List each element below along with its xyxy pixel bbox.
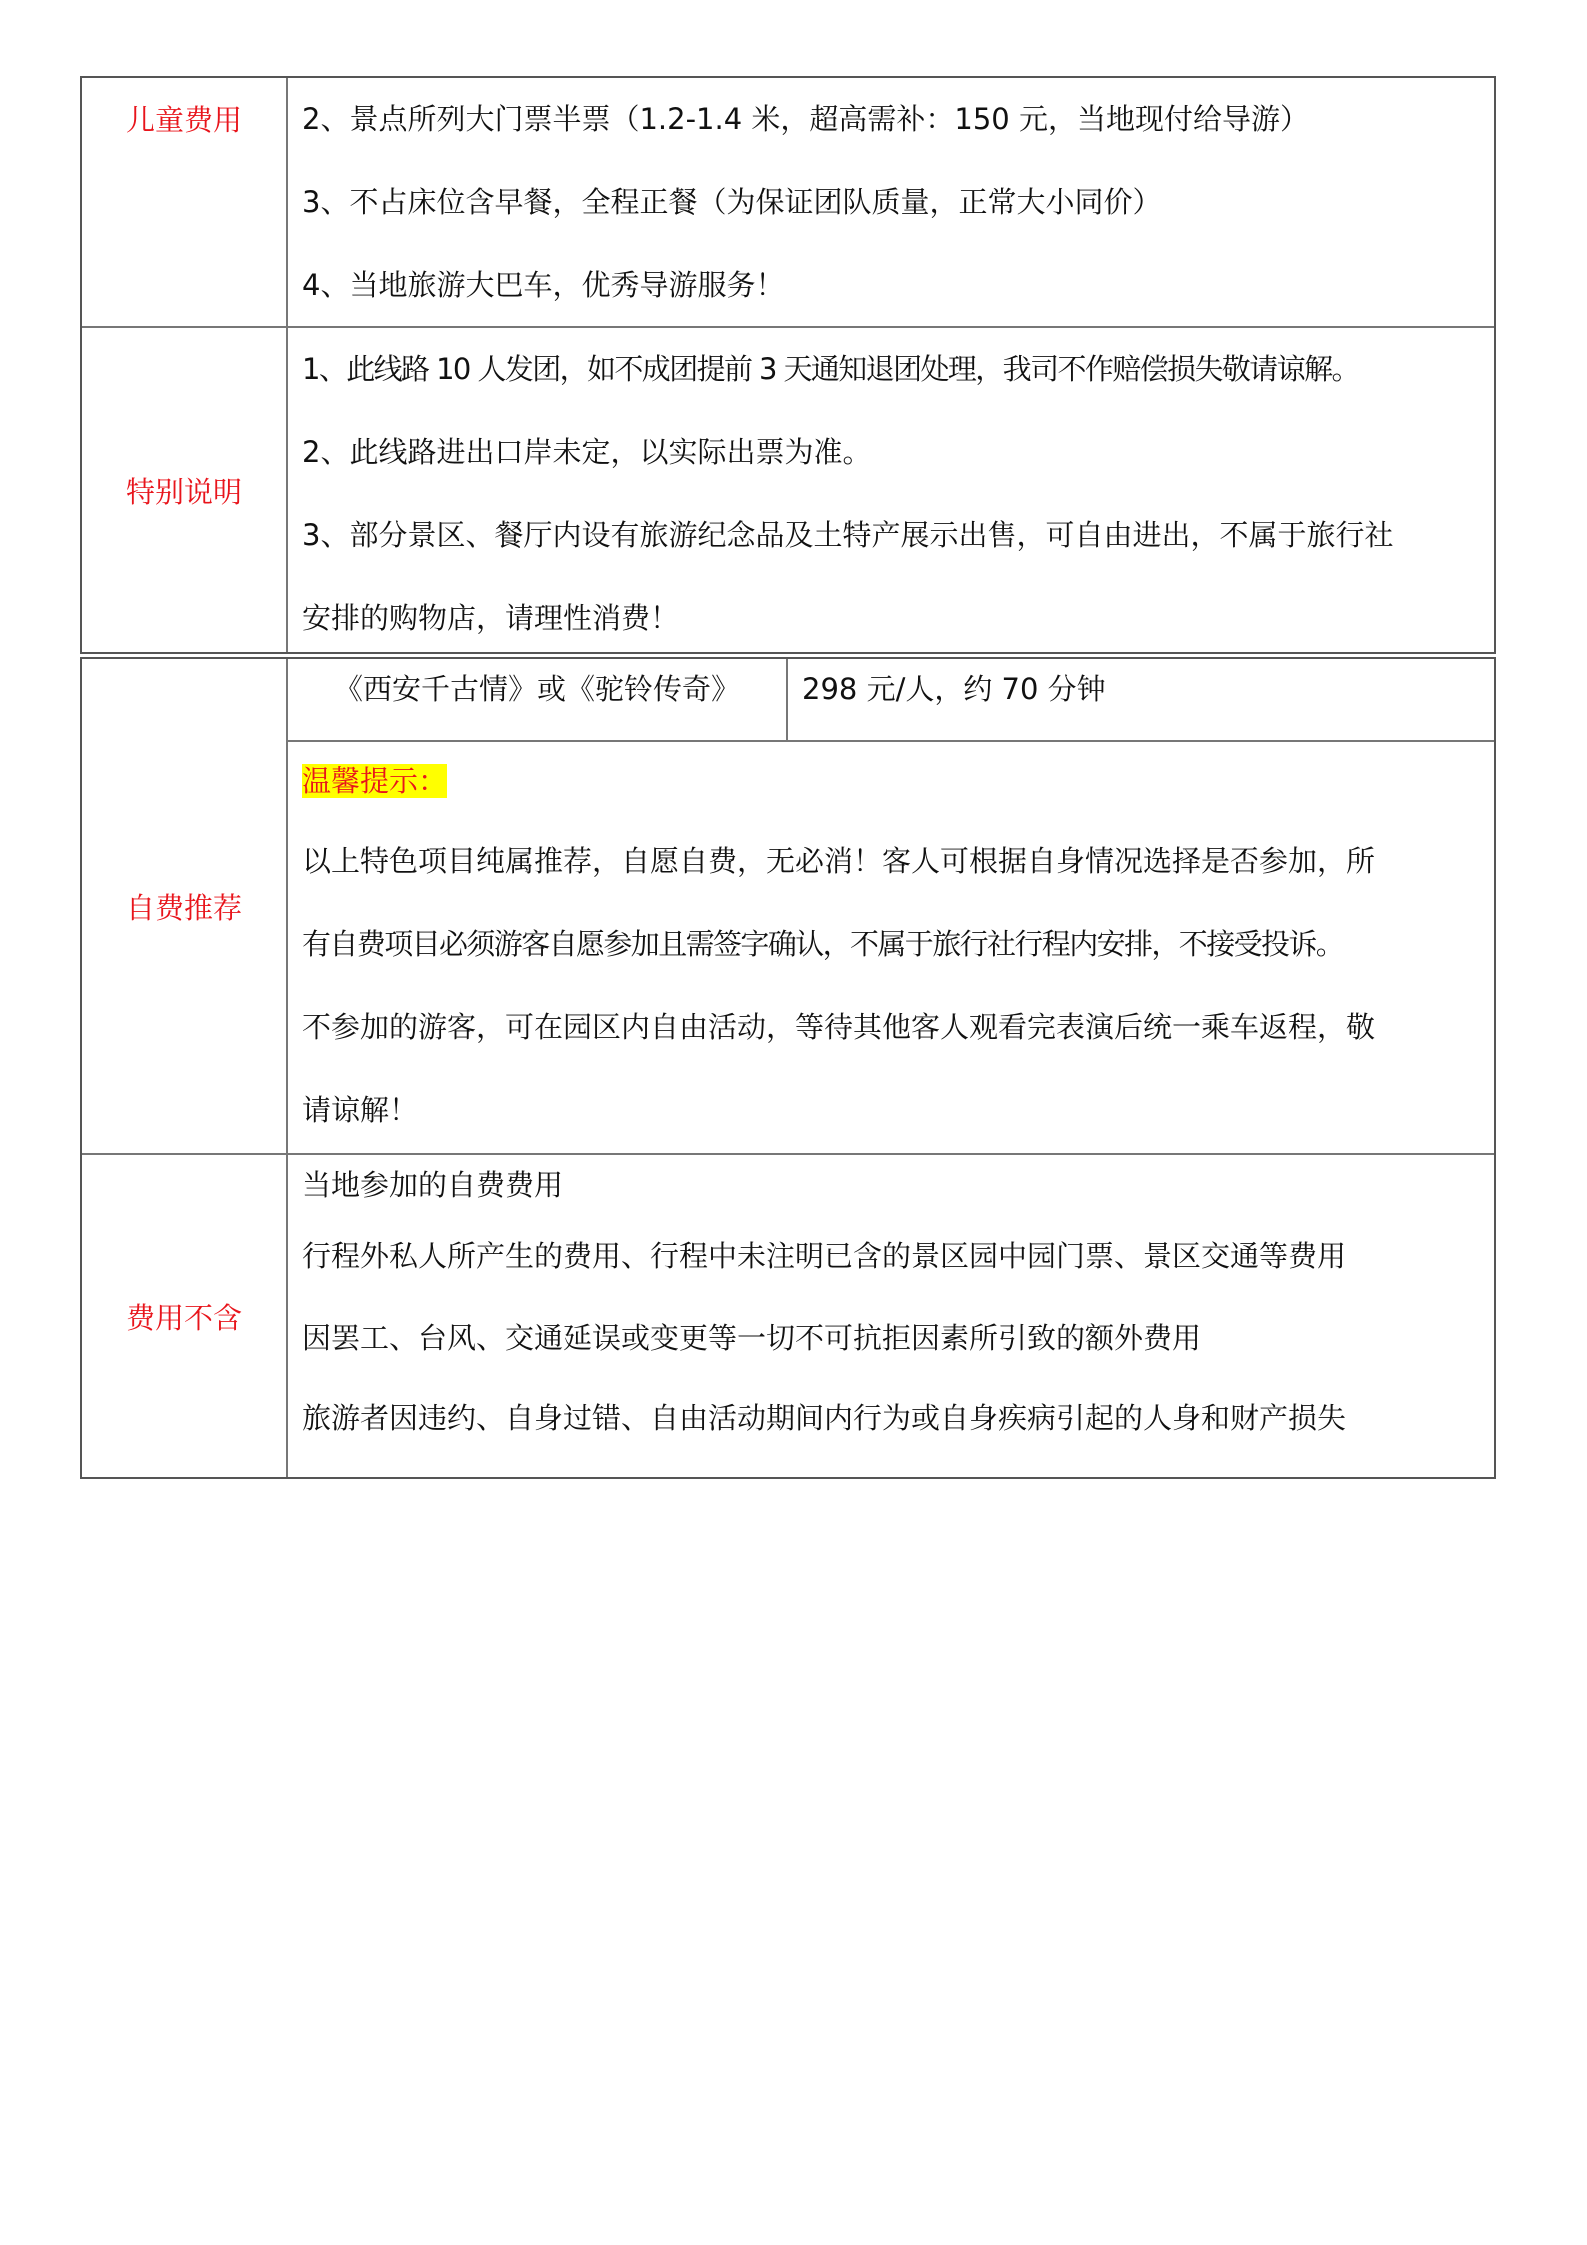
row-child-fee	[82, 78, 1494, 326]
row-special-notes	[82, 326, 1494, 652]
row-excluded-fees	[82, 1153, 1494, 1477]
tip-line: 请谅解！	[302, 1093, 419, 1127]
optional-item-price: 298 元/人，约 70 分钟	[802, 672, 1106, 706]
optional-content	[288, 659, 1494, 1153]
special-notes-line: 2、此线路进出口岸未定，以实际出票为准。	[302, 435, 872, 469]
itinerary-table-1	[80, 76, 1496, 654]
optional-item-name: 《西安千古情》或《驼铃传奇》	[288, 659, 788, 740]
optional-item-row	[288, 659, 1494, 742]
child-fee-content	[288, 78, 1494, 326]
row-label-optional: 自费推荐	[82, 659, 288, 1153]
row-label-special-notes: 特别说明	[82, 328, 288, 652]
special-notes-content	[288, 328, 1494, 652]
special-notes-line: 安排的购物店，请理性消费！	[302, 601, 680, 635]
tip-line: 不参加的游客，可在园区内自由活动，等待其他客人观看完表演后统一乘车返程，敬	[302, 1010, 1376, 1044]
row-label-excluded: 费用不含	[82, 1155, 288, 1477]
optional-tip-block	[288, 742, 1494, 1152]
child-fee-line: 2、景点所列大门票半票（1.2-1.4 米，超高需补：150 元，当地现付给导游）	[302, 102, 1309, 136]
child-fee-line: 4、当地旅游大巴车，优秀导游服务！	[302, 268, 785, 302]
tip-line: 有自费项目必须游客自愿参加且需签字确认，不属于旅行社行程内安排，不接受投诉。	[302, 927, 1344, 961]
excluded-content	[288, 1155, 1494, 1477]
child-fee-line: 3、不占床位含早餐，全程正餐（为保证团队质量，正常大小同价）	[302, 185, 1162, 219]
row-label-child-fee: 儿童费用	[82, 78, 288, 326]
row-optional-activities	[82, 659, 1494, 1153]
tip-title: 温馨提示：	[302, 764, 448, 798]
excluded-line: 当地参加的自费费用	[302, 1168, 564, 1202]
tip-line: 以上特色项目纯属推荐，自愿自费，无必消！客人可根据自身情况选择是否参加，所	[302, 844, 1376, 878]
excluded-line: 因罢工、台风、交通延误或变更等一切不可抗拒因素所引致的额外费用	[302, 1321, 1202, 1355]
excluded-line: 旅游者因违约、自身过错、自由活动期间内行为或自身疾病引起的人身和财产损失	[302, 1401, 1347, 1435]
special-notes-line: 1、此线路 10 人发团，如不成团提前 3 天通知退团处理，我司不作赔偿损失敬请谅解。	[302, 352, 1359, 386]
special-notes-line: 3、部分景区、餐厅内设有旅游纪念品及土特产展示出售，可自由进出，不属于旅行社	[302, 518, 1394, 552]
excluded-line: 行程外私人所产生的费用、行程中未注明已含的景区园中园门票、景区交通等费用	[302, 1239, 1347, 1273]
itinerary-table-2	[80, 657, 1496, 1479]
